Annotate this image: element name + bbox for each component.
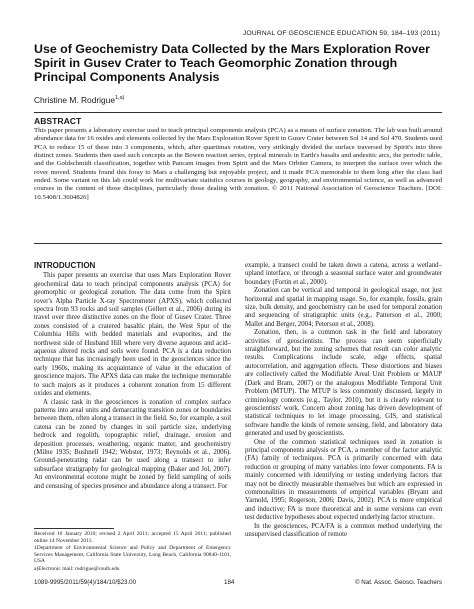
footer-copyright: © Nat. Assoc. Geosci. Teachers: [355, 579, 442, 586]
author-line: [34, 95, 124, 105]
left-column: [34, 262, 231, 491]
introduction-heading: INTRODUCTION: [34, 261, 96, 270]
right-paragraph-4: One of the common statistical techniques used in zonation is principal components analysis or PCA, a member of the factor analytic (FA) family of techniques. PCA is primarily concerned with data reduction or grouping of many variables into fewer components. FA is mainly concerned with identifying or testing underlying factors that may not be directly measurable themselves but which are expressed in commonalities in measurements of empirical variables (Bryant and Yarnold, 1995; Rogerson, 2006; Davis, 2002). PCA is more empirical and inductive; FA is more theoretical and in some versions can even test deductive hypotheses about expected underlying factor structure.: [245, 438, 442, 522]
footnotes: [34, 531, 231, 574]
author-affiliation-marker: 1,a): [115, 95, 125, 102]
right-paragraph-3: Zonation, then, is a common task in the field and laboratory activities of geoscientists. The process can seem superficially straightforward, but the zoning schemes that result can color analytic results. Complications include scale, edge effects, spatial autocorrelation, and aggregation effects. These distortions and biases are collectively called the Modifiable Areal Unit Problem or MAUP (Dark and Bram, 2007) or the analogous Modifiable Temporal Unit Problem (MTUP). The MTUP is less commonly discussed, largely in criminology contexts (e.g., Taylor, 2010), but it is clearly relevant to geoscientists' work. Concern about zoning has driven development of statistical techniques to let image processing, GIS, and statistical software handle the kinds of remote sensing, field, and laboratory data generated and used by geoscientists.: [245, 329, 442, 438]
right-paragraph-5: In the geosciences, PCA/FA is a common method underlying the unsupervised classification of remote: [245, 522, 442, 538]
footer-page-number: 184: [224, 579, 235, 586]
right-column: [245, 262, 442, 539]
journal-header: JOURNAL OF GEOSCIENCE EDUCATION 59, 184–193 (2011): [242, 30, 440, 37]
paper-title: Use of Geochemistry Data Collected by the Mars Exploration Rover Spirit in Gusev Crater to Teach Geomorphic Zonation through Principal Components Analysis: [34, 42, 430, 85]
author-name: Christine M. Rodrigue: [34, 95, 115, 105]
footnote-rule: [34, 528, 114, 529]
footnote-received: Received 10 January 2010; revised 2 April 2011; accepted 15 April 2011; published online 14 November 2011.: [34, 531, 231, 544]
abstract-heading: ABSTRACT: [34, 116, 82, 126]
abstract-text: This paper presents a laboratory exercise used to teach principal components analysis (PCA) as a means of surface zonation. The lab was built around abundance data for 16 oxides and elements collected by the Mars Exploration Rover Spirit in Gusev Crater between Sol 14 and Sol 470. Students used PCA to reduce 15 of these into 3 components, which, after quartimax rotation, very strikingly divided the surface traversed by Spirit's into three distinct zones. Students then used such concepts as the Bowen reaction series, typical minerals in Earth's basalts and andesitic arcs, the periodic table, and the Goldschmidt classification, together with Pancam images from Spirit and the Mars Orbiter Camera, to interpret the surface over which the rover moved. Students found this foray to Mars a challenging but enjoyable project, and it made PCA memorable to them long after the class had ended. Some variant on this lab could work for multivariate statistics courses in geology, geography, and environmental science, as well as advanced courses in the content of those disciplines, particularly those dealing with zonation. © 2011 National Association of Geoscience Teachers. [DOI: 10.5408/1.3604826]: [34, 127, 442, 201]
abstract-bottom-rule: [34, 243, 442, 244]
abstract-top-rule: [34, 112, 442, 113]
left-paragraph-1: This paper presents an exercise that uses Mars Exploration Rover geochemical data to teach principal components analysis (PCA) for geomorphic or geological zonation. The data come from the Spirit rover's Alpha Particle X-ray Spectrometer (APXS), which collected spectra from 93 rocks and soil samples (Gellert et al., 2006) during its travel over three distinctive zones on the floor of Gusev Crater. Three zones consisted of a cratered basaltic plain, the West Spur of the Columbia Hills with bedded materials and evaporites, and the northwest side of Husband Hill where very diverse aqueous and acid–aqueous altered rocks and soils were found. PCA is a data reduction technique that has increasingly been used in the geosciences since the early 1960s, making its acquaintance of value in the education of geoscience majors. The APXS data can make the technique memorable to such majors as it produces a coherent zonation from 15 different oxides and elements.: [34, 272, 231, 398]
footnote-affiliation: 1Department of Environmental Science and Policy and Department of Emergency Services Management, California State University, Long Beach, California 90840-1101, USA: [34, 545, 231, 565]
right-paragraph-2: Zonation can be vertical and temporal in geological usage, not just horizontal and spatial in mapping usage. So, for example, fossils, grain size, bulk density, and geochemistry can be used for temporal zonation and sequencing of stratigraphic units (e.g., Patterson et al., 2000; Mallet and Berger, 2004; Peterson et al., 2008).: [245, 287, 442, 328]
footnote-email: a)Electronic mail: rodrigue@csulb.edu: [34, 565, 120, 572]
right-paragraph-1: example, a transect could be taken down a catena, across a wetland–upland interface, or through a seasonal surface water and groundwater boundary (Fortin et al., 2000).: [245, 262, 442, 286]
footer-issn: 1089-9995/2011/59(4)/184/10/$23.00: [34, 579, 137, 586]
left-paragraph-2: A classic task in the geosciences is zonation of complex surface patterns into areal units and demarcating transition zones or boundaries between them, often along a transect in the field. So, for example, a soil catena can be zoned by changes in soil particle size, underlying bedrock and regolith, topographic relief, drainage, erosion and deposition processes, weathering, organic matter, and geochemistry (Milne 1935; Bushnell 1942; Webster, 1973; Reynolds et al., 2006). Ground-penetrating radar can be used along a transect to infer subsurface stratigraphy for geological mapping (Baker and Jol, 2007). An environmental ecotone might be zoned by field sampling of soils and censusing of species presence and abundance along a transect. For: [34, 398, 231, 490]
